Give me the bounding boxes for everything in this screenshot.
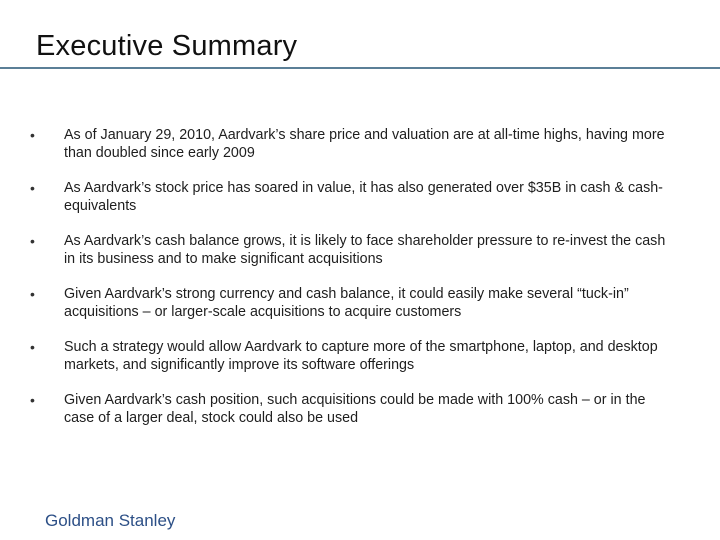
bullet-text: As Aardvark’s cash balance grows, it is likely to face shareholder pressure to re-invest the cash in its business and to make significant acquisitions	[64, 233, 666, 267]
bullet-text: As Aardvark’s stock price has soared in value, it has also generated over $35B in cash & cash-equivalents	[64, 180, 663, 214]
bullet-icon: •	[30, 127, 35, 143]
bullet-item	[30, 232, 670, 268]
slide-title: Executive Summary	[36, 30, 298, 62]
bullet-item	[30, 285, 670, 321]
title-divider	[0, 67, 720, 69]
bullet-text: Given Aardvark’s strong currency and cash balance, it could easily make several “tuck-in” acquisitions – or larger-scale acquisitions to acquire customers	[64, 286, 629, 320]
bullet-text: Such a strategy would allow Aardvark to capture more of the smartphone, laptop, and desktop markets, and significantly improve its software offerings	[64, 339, 658, 373]
bullet-icon: •	[30, 339, 35, 355]
bullet-list	[30, 126, 670, 444]
bullet-icon: •	[30, 286, 35, 302]
bullet-text: As of January 29, 2010, Aardvark’s share price and valuation are at all-time highs, having more than doubled since early 2009	[64, 127, 665, 161]
footer-brand: Goldman Stanley	[45, 511, 176, 530]
bullet-icon: •	[30, 180, 35, 196]
bullet-item	[30, 391, 670, 427]
bullet-text: Given Aardvark’s cash position, such acquisitions could be made with 100% cash – or in the case of a larger deal, stock could also be used	[64, 392, 646, 426]
bullet-icon: •	[30, 392, 35, 408]
bullet-item	[30, 126, 670, 162]
bullet-item	[30, 179, 670, 215]
bullet-item	[30, 338, 670, 374]
bullet-icon: •	[30, 233, 35, 249]
